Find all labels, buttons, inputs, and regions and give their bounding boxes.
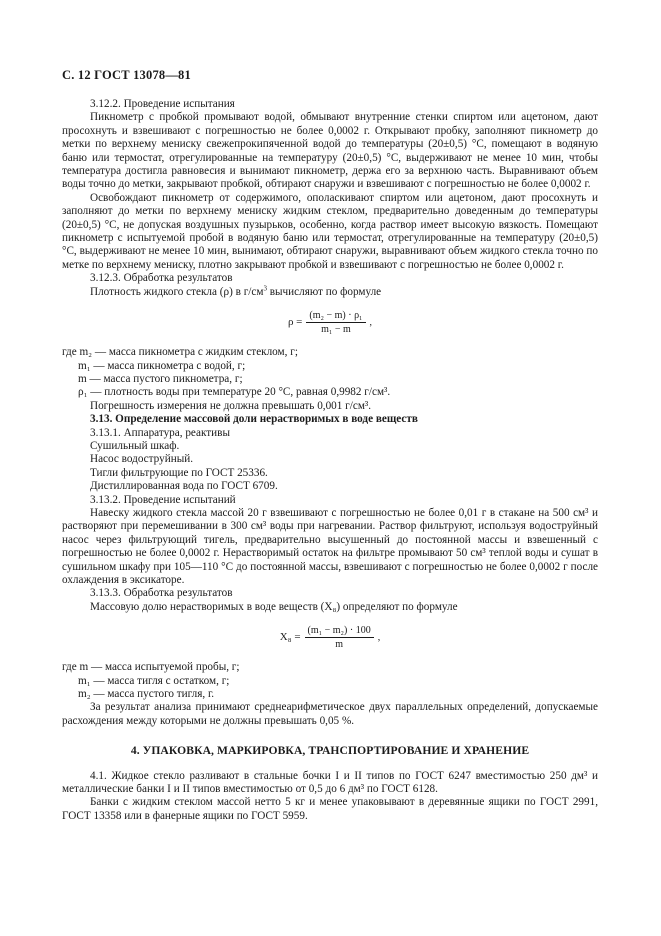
density-intro-tail: вычисляют по формуле	[266, 285, 382, 298]
subsection-3-12-2-title: 3.12.2. Проведение испытания	[90, 98, 235, 110]
density-intro-sup: 3	[263, 283, 267, 292]
paragraph-insoluble-test: Навеску жидкого стекла массой 20 г взвешивают с погрешностью не более 0,01 г в стакане на 500 см³ и растворяют при перемешивании в 300 см³ воды при нагревании. Раствор фильтруют, используя водоструйный насос через фильтрующий тигель, предварительно высушенный до постоянной массы и взвешенный с погрешностью не более 0,0002 г. Нерастворимый остаток на фильтре промывают 50 см³ теплой воды и сушат в сушильном шкафу при 105—110 °С до постоянной массы, взвешивают с погрешностью не более 0,0002 г после охлаждения в эксикаторе.	[62, 506, 598, 586]
equipment-item: Сушильный шкаф.	[90, 439, 180, 452]
density-fraction	[306, 309, 365, 336]
insoluble-numerator: (m₁ − m₂) · 100	[305, 624, 374, 638]
density-formula	[62, 309, 598, 336]
density-formula-tail: ,	[369, 316, 373, 328]
subsection-3-13-2-title: 3.13.2. Проведение испытаний	[90, 493, 236, 506]
insoluble-intro: Массовую долю нерастворимых в воде веществ (X₈) определяют по формуле	[90, 600, 458, 613]
insoluble-formula-tail: ,	[377, 632, 381, 644]
density-formula-lhs: ρ =	[287, 315, 303, 328]
paragraph-pycnometer-glass: Освобождают пикнометр от содержимого, ополаскивают спиртом или ацетоном, дают просохнуть и заполняют до метки по верхнему мениску жидким стеклом, предварительно доведенным до температуры (20±0,5) °С, не допуская воздушных пузырьков, особенно, когда раствор имеет высокую вязкость. Помещают пикнометр с испытуемой пробой в водяную баню или термостат, отрегулированные на температуру (20±0,5) °С, выдерживают не менее 10 мин, вынимают, обтирают снаружи, выравнивают объем жидкого стекла точно по метке по верхнему мениску, плотно закрывают пробкой и взвешивают с погрешностью не более 0,0002 г.	[62, 191, 598, 271]
paragraph-pycnometer-water: Пикнометр с пробкой промывают водой, обмывают внутренние стенки спиртом или ацетоном, дают просохнуть и взвешивают с погрешностью не более 0,0002 г. Открывают пробку, заполняют пикнометр до метки по верхнему мениску свежепрокипяченной водой до температуры (20±0,5) °С, помещают в водяную баню или термостат, отрегулированные на температуру (20±0,5) °С, выдерживают не менее 10 мин, чтобы температура достигла равновесия и вынимают пикнометр, держа его за верхнюю часть. Выравнивают объем воды точно до метки, закрывают пробкой, обтирают снаружи и взвешивают с погрешностью не более 0,0002 г.	[62, 111, 598, 191]
where-item: где m₂ — масса пикнометра с жидким стеклом, г;	[62, 346, 298, 359]
where-item: m — масса пустого пикнометра, г;	[78, 372, 243, 385]
page-content	[62, 98, 598, 823]
measurement-error: Погрешность измерения не должна превышать 0,001 г/см³.	[90, 399, 372, 412]
where-item: где m — масса испытуемой пробы, г;	[62, 661, 240, 674]
where-item: m₁ — масса тигля с остатком, г;	[78, 674, 230, 687]
insoluble-denominator: m	[335, 639, 343, 651]
insoluble-fraction	[305, 624, 374, 651]
where-item: ρ₁ — плотность воды при температуре 20 °С, равная 0,9982 г/см³.	[78, 386, 391, 399]
paragraph-boxes: Банки с жидким стеклом массой нетто 5 кг и менее упаковывают в деревянные ящики по ГОСТ 2991, ГОСТ 13358 или в фанерные ящики по ГОСТ 5959.	[62, 796, 598, 822]
subsection-3-13-3-title: 3.13.3. Обработка результатов	[90, 587, 233, 600]
density-intro	[62, 283, 598, 299]
insoluble-formula-lhs: X₈ =	[279, 631, 301, 644]
subsection-3-13-1-title: 3.13.1. Аппаратура, реактивы	[90, 426, 230, 439]
subsection-3-12-3-title: 3.12.3. Обработка результатов	[90, 272, 233, 285]
section-4-title: 4. УПАКОВКА, МАРКИРОВКА, ТРАНСПОРТИРОВАНИЕ И ХРАНЕНИЕ	[130, 744, 530, 758]
result-paragraph: За результат анализа принимают среднеарифметическое двух параллельных определений, допускаемые расхождения между которыми не должны превышать 0,05 %.	[62, 701, 598, 727]
equipment-item: Тигли фильтрующие по ГОСТ 25336.	[90, 466, 268, 479]
density-numerator: (m₂ − m) · ρ₁	[306, 309, 365, 323]
density-intro-text: Плотность жидкого стекла (ρ) в г/см	[90, 285, 264, 298]
section-3-13-title: 3.13. Определение массовой доли нерастворимых в воде веществ	[90, 413, 418, 426]
equipment-item: Насос водоструйный.	[90, 453, 193, 466]
density-denominator: m₁ − m	[321, 324, 351, 336]
page-header: С. 12 ГОСТ 13078—81	[62, 68, 191, 82]
equipment-item: Дистиллированная вода по ГОСТ 6709.	[90, 480, 278, 493]
where-item: m₁ — масса пикнометра с водой, г;	[78, 359, 246, 372]
insoluble-formula	[62, 624, 598, 651]
paragraph-4-1: 4.1. Жидкое стекло разливают в стальные бочки I и II типов по ГОСТ 6247 вместимостью 250 дм³ и металлические банки I и II типов вместимостью от 0,5 до 6 дм³ по ГОСТ 6128.	[62, 769, 598, 796]
where-item: m₂ — масса пустого тигля, г.	[78, 688, 215, 701]
